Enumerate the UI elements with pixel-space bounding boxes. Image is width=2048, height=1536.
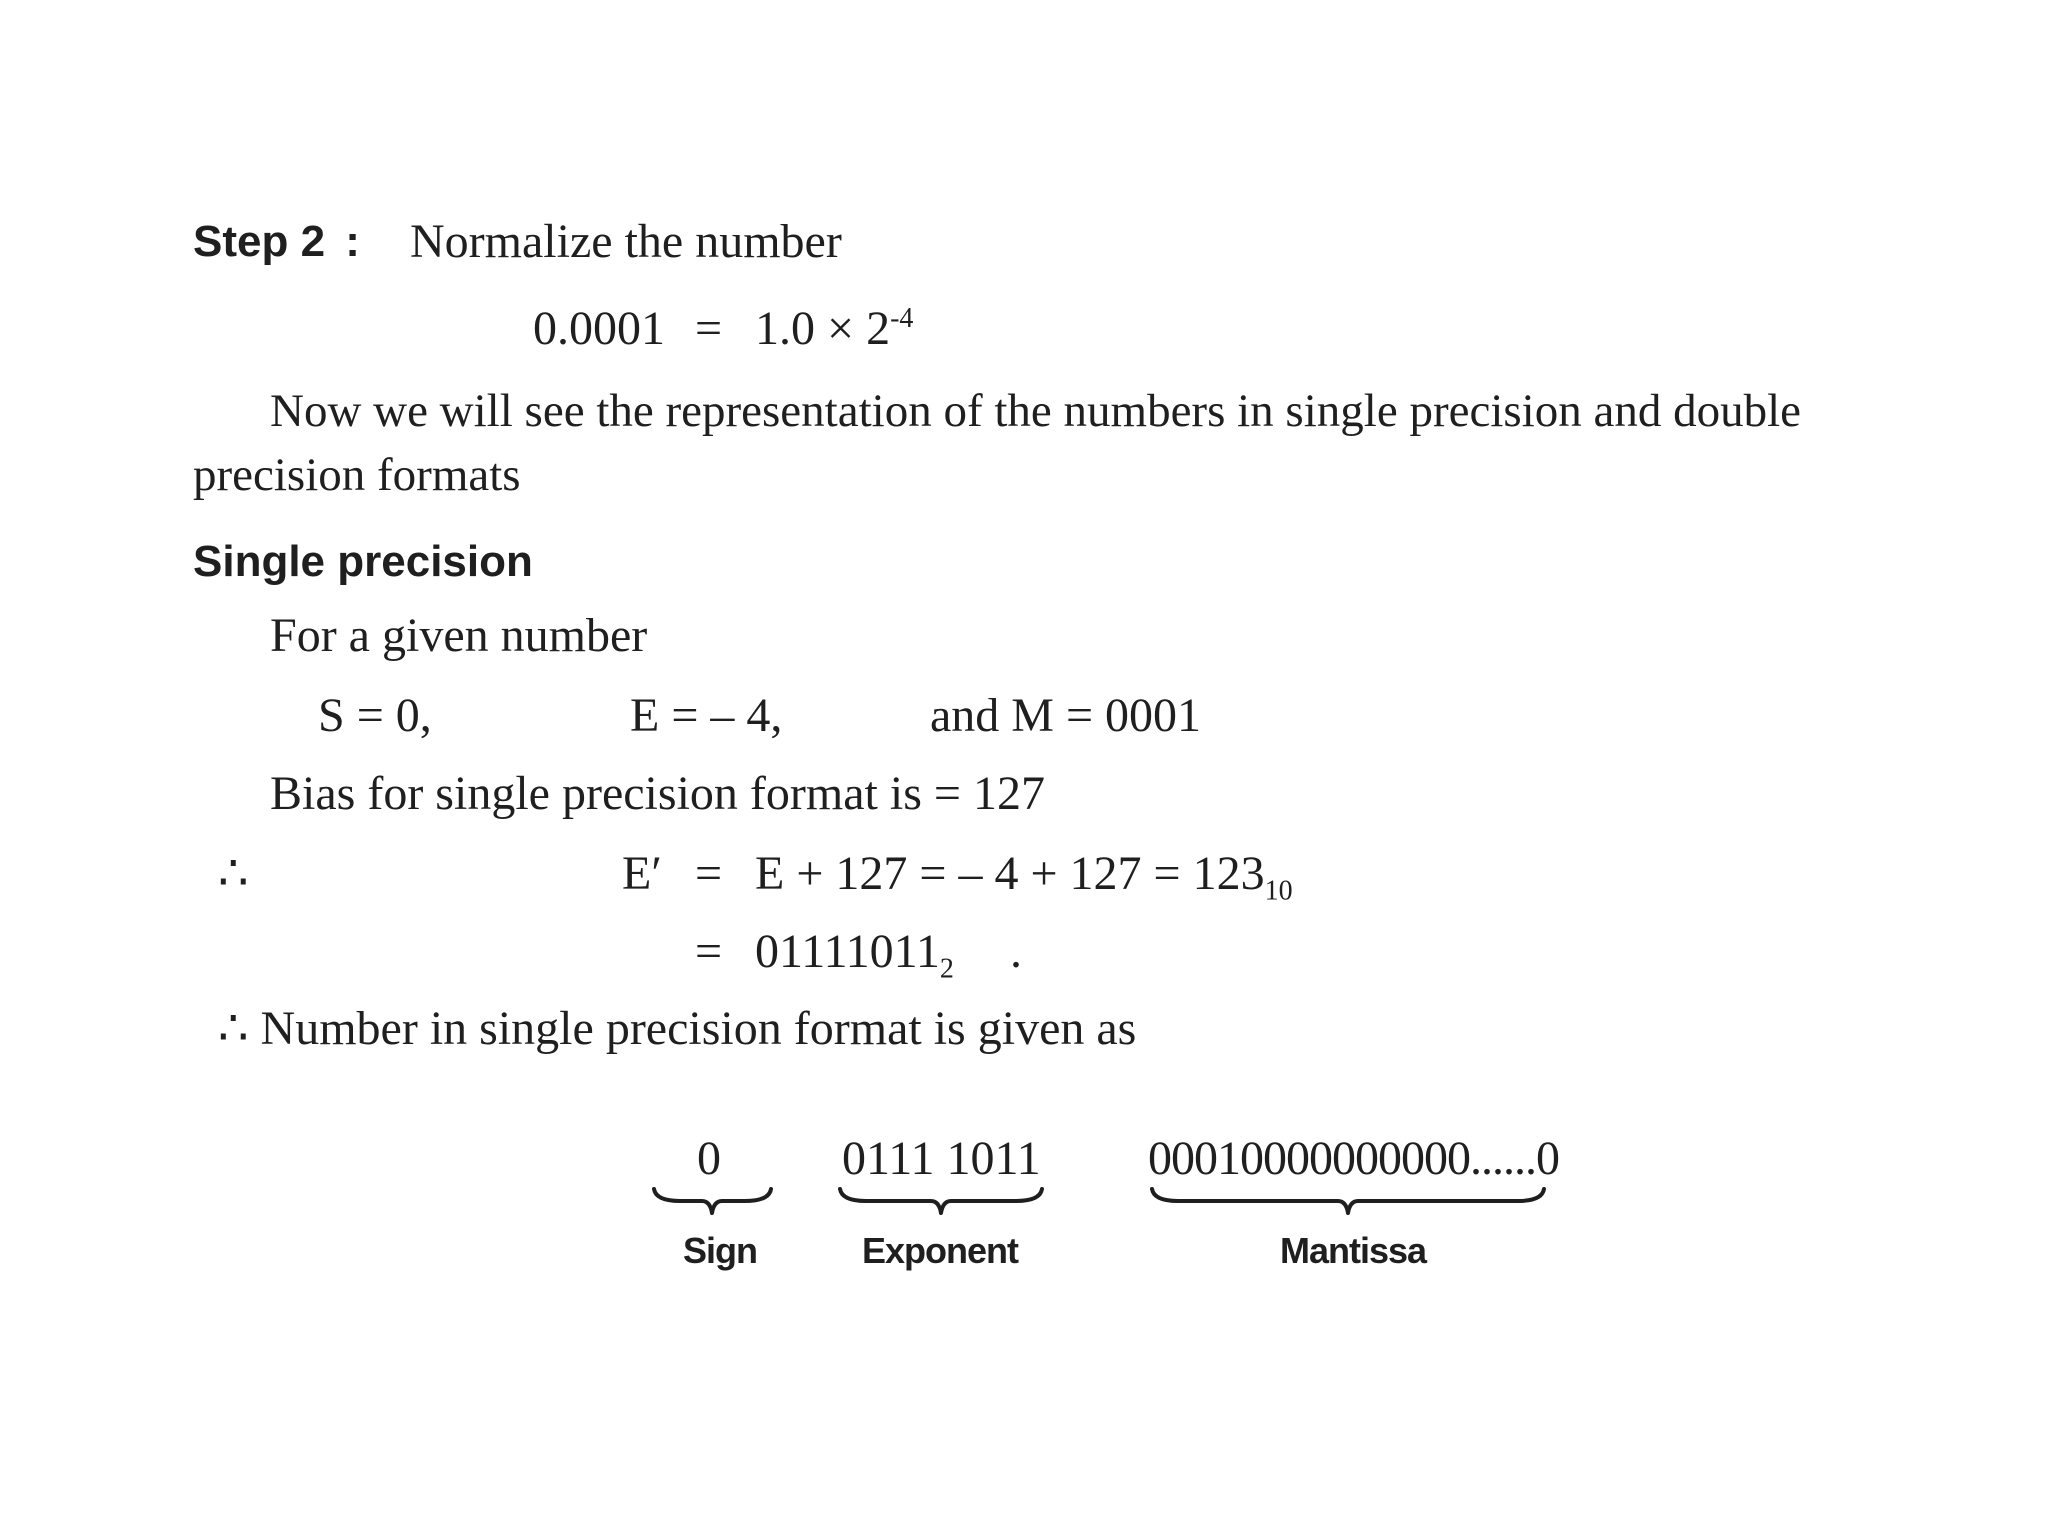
e-prime-expression-text: E + 127 = – 4 + 127 = 123 [755,847,1265,900]
mantissa-brace [1148,1185,1548,1221]
e-prime-label: E′ [622,847,662,900]
therefore-symbol: ∴ [218,847,249,900]
sign-value-text: S = 0, [318,689,432,742]
conclusion-text: ∴ Number in single precision format is given as [218,1002,1137,1055]
e-prime-expression [755,847,1293,907]
step-colon: : [345,217,360,266]
e-prime-subscript: 10 [1264,875,1293,907]
normalization-exponent: -4 [890,303,914,334]
format-exponent-label: Exponent [862,1230,1019,1271]
section-heading: Single precision [193,537,533,586]
format-sign-value: 0 [697,1132,721,1185]
format-sign-label: Sign [683,1230,757,1271]
normalization-rhs [755,302,914,355]
exponent-brace [836,1185,1046,1221]
normalization-rhs-base: 1.0 × 2 [755,302,891,355]
step-label [193,217,360,266]
sign-brace [650,1185,775,1221]
exponent-value-text: E = – 4, [630,689,783,742]
format-exponent-value: 0111 1011 [842,1132,1041,1185]
step-title: Normalize the number [410,215,842,268]
format-mantissa-label: Mantissa [1280,1230,1427,1271]
intro-line-1: Now we will see the representation of the numbers in single precision and double [270,385,1802,437]
mantissa-value-text: and M = 0001 [930,689,1202,742]
given-number-text: For a given number [270,609,648,662]
binary-equals: = [695,925,723,978]
normalization-lhs: 0.0001 [533,302,665,355]
binary-subscript: 2 [939,953,954,985]
binary-trailing-dot: . [1010,925,1022,978]
binary-value [755,925,954,985]
binary-value-text: 01111011 [755,925,940,978]
normalization-equals: = [695,302,723,355]
bias-text: Bias for single precision format is = 127 [270,767,1045,820]
e-prime-equals: = [695,847,723,900]
step-label-text: Step 2 [193,217,326,266]
format-mantissa-value: 00010000000000......0 [1148,1132,1559,1185]
intro-line-2: precision formats [193,449,521,501]
